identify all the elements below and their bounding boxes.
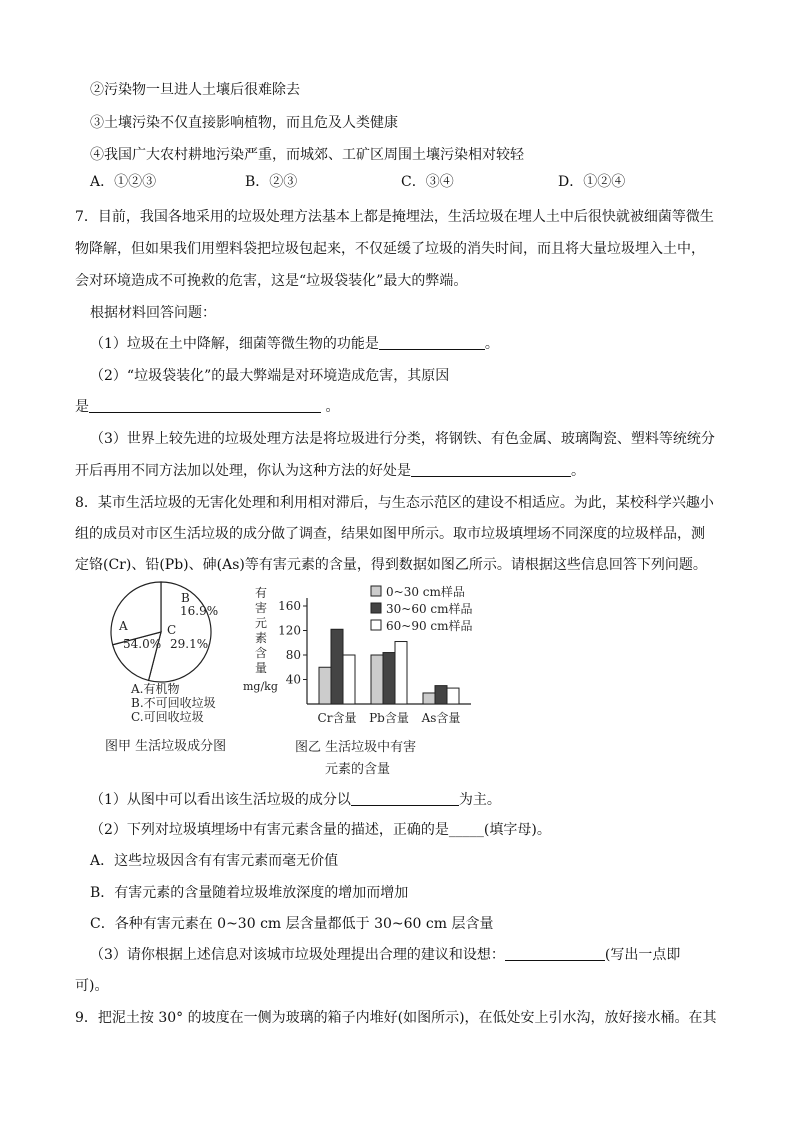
bar [447, 688, 459, 704]
y-title-1: 有 [255, 586, 268, 600]
y-tick-label: 80 [285, 648, 301, 662]
bar [319, 667, 331, 704]
pie-caption: 图甲 生活垃圾成分图 [105, 739, 227, 754]
q7-sub-3-cont [75, 461, 585, 481]
legend-label: 0~30 cm样品 [386, 585, 465, 599]
q6-option-b[interactable]: B．②③ [245, 174, 298, 190]
q7-text-line-1: 7．目前，我国各地采用的垃圾处理方法基本上都是掩埋法，生活垃圾在埋人土中后很快就被细菌等微生 [75, 209, 714, 225]
q8-text-line-1: 8．某市生活垃圾的无害化处理和利用相对滞后，与生态示范区的建设不相适应。为此，某校科学兴趣小 [75, 495, 714, 511]
bar [331, 629, 343, 704]
x-tick-label: As含量 [421, 711, 461, 725]
y-tick-label: 40 [285, 672, 301, 687]
q7-sub-1-text: （1）垃圾在土中降解，细菌等微生物的功能是 [90, 336, 379, 352]
q7-answer-blank-3[interactable] [411, 462, 571, 477]
q6-item-4: ④我国广大农村耕地污染严重，而城郊、工矿区周围土壤污染相对较轻 [90, 147, 524, 163]
q7-answer-blank-2[interactable] [89, 398, 321, 413]
bar [435, 686, 447, 704]
q7-text-line-2: 物降解，但如果我们用塑料袋把垃圾包起来，不仅延缓了垃圾的消失时间，而且将大量垃圾埋入土中， [75, 241, 705, 257]
y-title-3: 元 [255, 616, 268, 630]
q8-option-b[interactable]: B．有害元素的含量随着垃圾堆放深度的增加而增加 [90, 885, 409, 901]
y-title-2: 害 [255, 601, 268, 615]
q8-answer-blank-3[interactable] [505, 946, 605, 961]
x-tick-label: Cr含量 [317, 711, 357, 725]
legend-swatch [371, 620, 381, 630]
q8-sub-1 [90, 790, 501, 810]
legend-label: 60~90 cm样品 [386, 619, 473, 633]
y-tick-label: 160 [278, 599, 301, 613]
q7-text-line-3: 会对环境造成不可挽救的危害，这是“垃圾袋装化”最大的弊端。 [75, 273, 468, 289]
q8-sub-1-text: （1）从图中可以看出该生活垃圾的成分以 [90, 792, 351, 808]
bar [395, 642, 407, 704]
q8-option-a[interactable]: A．这些垃圾因含有有害元素而毫无价值 [90, 853, 339, 869]
q8-sub-3 [90, 945, 680, 965]
q8-text-line-3: 定铬(Cr)、铅(Pb)、砷(As)等有害元素的含量，得到数据如图乙所示。请根据这些信息回答下列问题。 [75, 557, 707, 573]
q6-item-3: ③土壤污染不仅直接影响植物，而且危及人类健康 [90, 115, 398, 131]
pie-value-a: 54.0% [123, 637, 162, 651]
bar [383, 653, 395, 704]
y-title-6: 量 [255, 661, 268, 675]
q6-option-d[interactable]: D．①②④ [558, 174, 626, 190]
pie-label-b: B [181, 591, 190, 605]
q9-text-line-1: 9．把泥土按 30° 的坡度在一侧为玻璃的箱子内堆好(如图所示)，在低处安上引水沟，放好接水桶。在其 [75, 1010, 717, 1026]
q8-sub-1-end: 为主。 [458, 792, 501, 808]
bar [423, 693, 435, 704]
pie-legend-c: C.可回收垃圾 [131, 710, 204, 724]
bar-legend [371, 584, 473, 633]
bar-chart [318, 629, 461, 725]
bar-caption-2: 元素的含量 [325, 762, 391, 777]
pie-label-a: A [119, 619, 128, 633]
pie-value-b: 16.9% [180, 604, 219, 618]
bar [371, 655, 383, 704]
q8-option-c[interactable]: C．各种有害元素在 0~30 cm 层含量都低于 30~60 cm 层含量 [90, 916, 494, 932]
q7-sub-1 [90, 334, 499, 354]
pie-legend-b: B.不可回收垃圾 [131, 696, 216, 710]
legend-swatch [371, 586, 381, 596]
q7-sub-2-prefix: 是 [75, 399, 89, 415]
q8-figure [95, 578, 515, 783]
q8-answer-blank-1[interactable] [351, 791, 459, 806]
pie-value-c: 29.1% [170, 637, 209, 651]
q7-sub-3-prefix: 开后再用不同方法加以处理，你认为这种方法的好处是 [75, 463, 411, 479]
legend-swatch [371, 603, 381, 613]
q8-text-line-2: 组的成员对市区生活垃圾的成分做了调查，结果如图甲所示。取市垃圾填埋场不同深度的垃圾样品，测 [75, 526, 705, 542]
q7-sub-2-cont [75, 397, 339, 417]
y-title-5: 含 [255, 646, 268, 660]
q6-option-c[interactable]: C．③④ [401, 174, 454, 190]
x-tick-label: Pb含量 [369, 711, 409, 725]
q7-sub-1-end: 。 [484, 336, 499, 352]
q7-answer-blank-1[interactable] [379, 335, 485, 350]
q6-option-a[interactable]: A．①②③ [90, 174, 157, 190]
q7-sub-2-end: 。 [321, 399, 340, 415]
pie-label-c: C [167, 623, 177, 637]
q7-sub-3-end: 。 [571, 463, 585, 479]
y-tick-label: 120 [278, 623, 301, 638]
pie-legend-a: A.有机物 [131, 682, 180, 696]
q7-intro: 根据材料回答问题： [90, 305, 216, 321]
q8-sub-3-end: (写出一点即 [604, 947, 681, 963]
q8-sub-3-cont: 可)。 [75, 978, 109, 994]
bar-caption-1: 图乙 生活垃圾中有害 [295, 740, 417, 755]
q8-sub-3-text: （3）请你根据上述信息对该城市垃圾处理提出合理的建议和设想： [90, 947, 505, 963]
q7-sub-3: （3）世界上较先进的垃圾处理方法是将垃圾进行分类，将钢铁、有色金属、玻璃陶瓷、塑料等统统分 [90, 431, 715, 447]
q7-sub-2: （2）“垃圾袋装化”的最大弊端是对环境造成危害，其原因 [90, 368, 450, 384]
bar [343, 655, 355, 704]
legend-label: 30~60 cm样品 [386, 602, 473, 616]
y-title-4: 素 [255, 631, 268, 645]
q6-item-2: ②污染物一旦进人土壤后很难除去 [90, 82, 300, 98]
q8-sub-2: （2）下列对垃圾填埋场中有害元素含量的描述，正确的是_____(填字母)。 [90, 822, 551, 838]
y-unit: mg/kg [243, 680, 278, 693]
